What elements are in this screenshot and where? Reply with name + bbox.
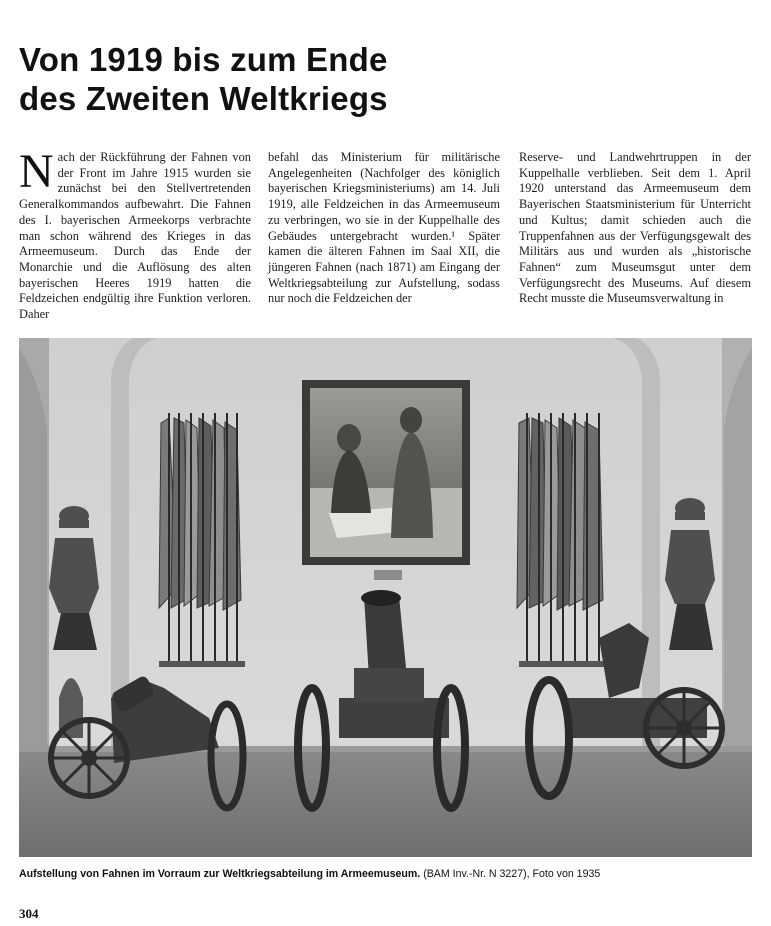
title-line-1: Von 1919 bis zum Ende: [19, 41, 388, 78]
column-3-text: Reserve- und Landwehrtruppen in der Kuppelhalle verblieben. Seit dem 1. April 1920 unterstand das Armeemuseum dem Bayerischen Staatsministerium für Unterricht und Kultus; damit schieden auch die Truppenfahnen aus der Verfügungsgewalt des Militärs aus und wurden als „historische Fahnen“ zum Museumsgut unter dem Verfügungsrecht des Museums. Auf diesem Recht musste die Museumsverwaltung in: [519, 150, 751, 306]
caption-source: (BAM Inv.-Nr. N 3227), Foto von 1935: [420, 868, 601, 880]
body-column-2: [268, 150, 500, 307]
column-2-text: befahl das Ministerium für militärische Angelegenheiten (Nachfolger des königlich bayerischen Kriegsministeriums) am 14. Juli 1919, alle Feldzeichen in das Armeemuseum zu verbringen, wo sie in der Kuppelhalle des Gebäudes untergebracht wurden.¹ Später kamen die älteren Fahnen im Saal XII, die jüngeren Fahnen (nach 1871) am Eingang der Weltkriegsabteilung zur Aufstellung, sodass nur noch die Feldzeichen der: [268, 150, 500, 306]
page-title: [19, 40, 739, 118]
title-line-2: des Zweiten Weltkriegs: [19, 80, 388, 117]
museum-photo: [19, 338, 752, 857]
column-1-text: ach der Rückführung der Fahnen von der Front im Jahre 1915 wurden sie zunächst bei den Stellvertretenden Generalkommandos aufbewahrt. Die Fahnen des I. bayerischen Armeekorps verbrachte man schon während des Krieges in das Armeemuseum. Durch das Ende der Monarchie und die Auflösung des alten bayerischen Heeres 1919 hatten die Feldzeichen endgültig ihre Funktion verloren. Daher: [19, 150, 251, 322]
body-column-3: [519, 150, 751, 307]
page-number: 304: [19, 906, 39, 921]
drop-cap: N: [19, 145, 54, 198]
caption-bold: Aufstellung von Fahnen im Vorraum zur Weltkriegsabteilung im Armeemuseum.: [19, 868, 421, 880]
figure-caption: [19, 867, 759, 881]
body-column-1: [19, 145, 251, 323]
